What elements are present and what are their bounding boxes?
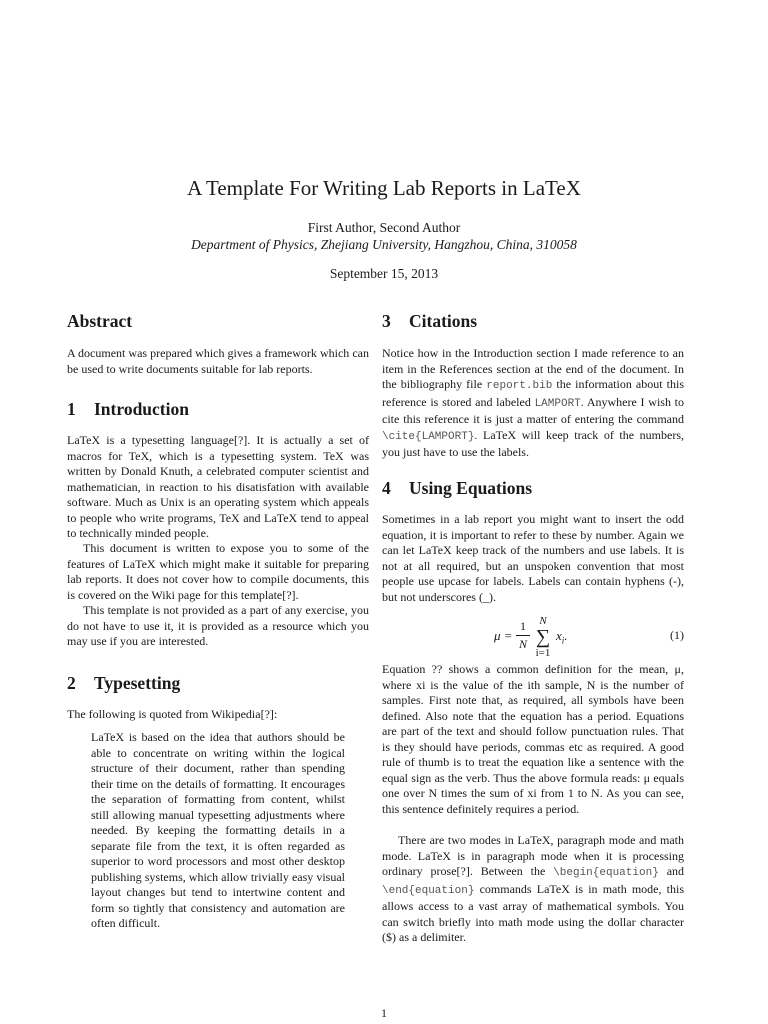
- sum-symbol: ∑: [535, 626, 551, 648]
- paper-title: A Template For Writing Lab Reports in LaTeX: [187, 176, 581, 200]
- intro-paragraph-2: This document is written to expose you to some of the features of LaTeX which might make it suitable for preparing lab reports. It does not cover how to compile documents, this is covered on the Wiki page for this template[?].: [67, 541, 369, 602]
- equation-fraction: [516, 619, 530, 652]
- end-equation-command: \end{equation}: [382, 884, 475, 897]
- summation: [534, 615, 552, 659]
- page-number: 1: [381, 1006, 387, 1020]
- section-heading-introduction: [67, 399, 189, 420]
- abstract-text: A document was prepared which gives a framework which can be used to write documents suitable for lab reports.: [67, 346, 369, 376]
- intro-paragraph-1: LaTeX is a typesetting language[?]. It is actually a set of macros for TeX, which is a typesetting system. TeX was written by Donald Knuth, a celebrated computer scientist and mathematician, in reaction to his disatisfation with available software. Much as Unix is an operating system which appeals to people who write programs, TeX and LaTeX tend to appeal to technically minded people.: [67, 433, 369, 540]
- section-title: Typesetting: [94, 673, 181, 693]
- intro-paragraph-3: This template is not provided as a part of any exercise, you do not have to use it, it is provided as a resource which you may use if you are interested.: [67, 603, 369, 648]
- equations-paragraph-2: Equation ?? shows a common definition for the mean, μ, where xi is the value of the ith sample, N is the number of samples. First note that, as required, all symbols have been defined. Also note that the equation has a period. Equations are part of the text and should follow punctuation rules. That is they should have periods, commas etc as required. A good rule of thumb is to treat the equation like a sentence with the equal sign as the verb. Thus the above formula reads: μ equals one over N times the sum of xi from 1 to N. As you can see, this sentence definitely requires a period.: [382, 662, 684, 816]
- fraction-denominator: N: [518, 637, 527, 651]
- section-number: 4: [382, 478, 391, 498]
- equation-lhs: μ =: [494, 628, 513, 643]
- cite-command: \cite{LAMPORT}: [382, 430, 475, 443]
- equation-mean: [382, 615, 684, 659]
- section-heading-citations: [382, 311, 477, 332]
- section-number: 1: [67, 399, 76, 419]
- citations-paragraph: Notice how in the Introduction section I made reference to an item in the References section at the end of the document. In the bibliography file report.bib the information about this reference is stored and labeled LAMPORT. Anywhere I wish to cite this reference it is just a matter of entering the command \cite{LAMPORT}. LaTeX will keep track of the numbers, you just have to use the labels.: [382, 346, 685, 459]
- section-title: Introduction: [94, 399, 189, 419]
- author-names: First Author, Second Author: [307, 220, 461, 235]
- bib-label: LAMPORT: [534, 397, 581, 410]
- section-heading-equations: [382, 478, 532, 499]
- section-heading-typesetting: [67, 673, 180, 694]
- section-title: Citations: [409, 311, 478, 331]
- sum-term: $x_i$.: [556, 628, 568, 646]
- sum-lower-limit: i=1: [535, 647, 551, 659]
- typesetting-paragraph-1: The following is quoted from Wikipedia[?]:: [67, 707, 278, 721]
- section-number: 2: [67, 673, 76, 693]
- wikipedia-quote: LaTeX is based on the idea that authors should be able to concentrate on writing within the logical structure of their document, rather than spending their time on the details of formatting. It encourages the separation of formatting from content, whilst still allowing manual typesetting adjustments where needed. By keeping the formatting details in a separate file from the text, it is often regarded as superior to word processors and most other desktop publishing systems, which allow trivially easy visual layout changes but tend to intertwine content and form so tightly that consistency and automation are often difficult.: [91, 730, 345, 930]
- equations-paragraph-3: There are two modes in LaTeX, paragraph mode and math mode. LaTeX is in paragraph mode when it is processing ordinary prose[?]. Between the \begin{equation} and \end{equation} commands LaTeX is in math mode, this allows access to a vast array of mathematical symbols. You can switch briefly into math mode using the dollar character ($) as a delimiter.: [382, 833, 685, 944]
- author-block: [0, 219, 768, 253]
- begin-equation-command: \begin{equation}: [553, 867, 659, 879]
- section-number: 3: [382, 311, 391, 331]
- fraction-bar: [516, 635, 530, 636]
- fraction-numerator: 1: [520, 619, 526, 633]
- equation-number: (1): [670, 628, 684, 642]
- equations-paragraph-1: Sometimes in a lab report you might want to insert the odd equation, it is important to refer to these by number. Again we can let LaTeX keep track of the numbers and use labels. It is not at all required, but an unspoken convention that most people use upcase for labels. Labels can contain hyphens (-), but not underscores (_).: [382, 512, 684, 604]
- sum-upper-limit: N: [539, 615, 547, 627]
- section-title: Using Equations: [409, 478, 533, 498]
- paper-date: September 15, 2013: [329, 266, 439, 281]
- bib-filename: report.bib: [486, 380, 553, 392]
- author-affiliation: Department of Physics, Zhejiang University, Hangzhou, China, 310058: [191, 237, 577, 252]
- abstract-heading: Abstract: [67, 311, 133, 331]
